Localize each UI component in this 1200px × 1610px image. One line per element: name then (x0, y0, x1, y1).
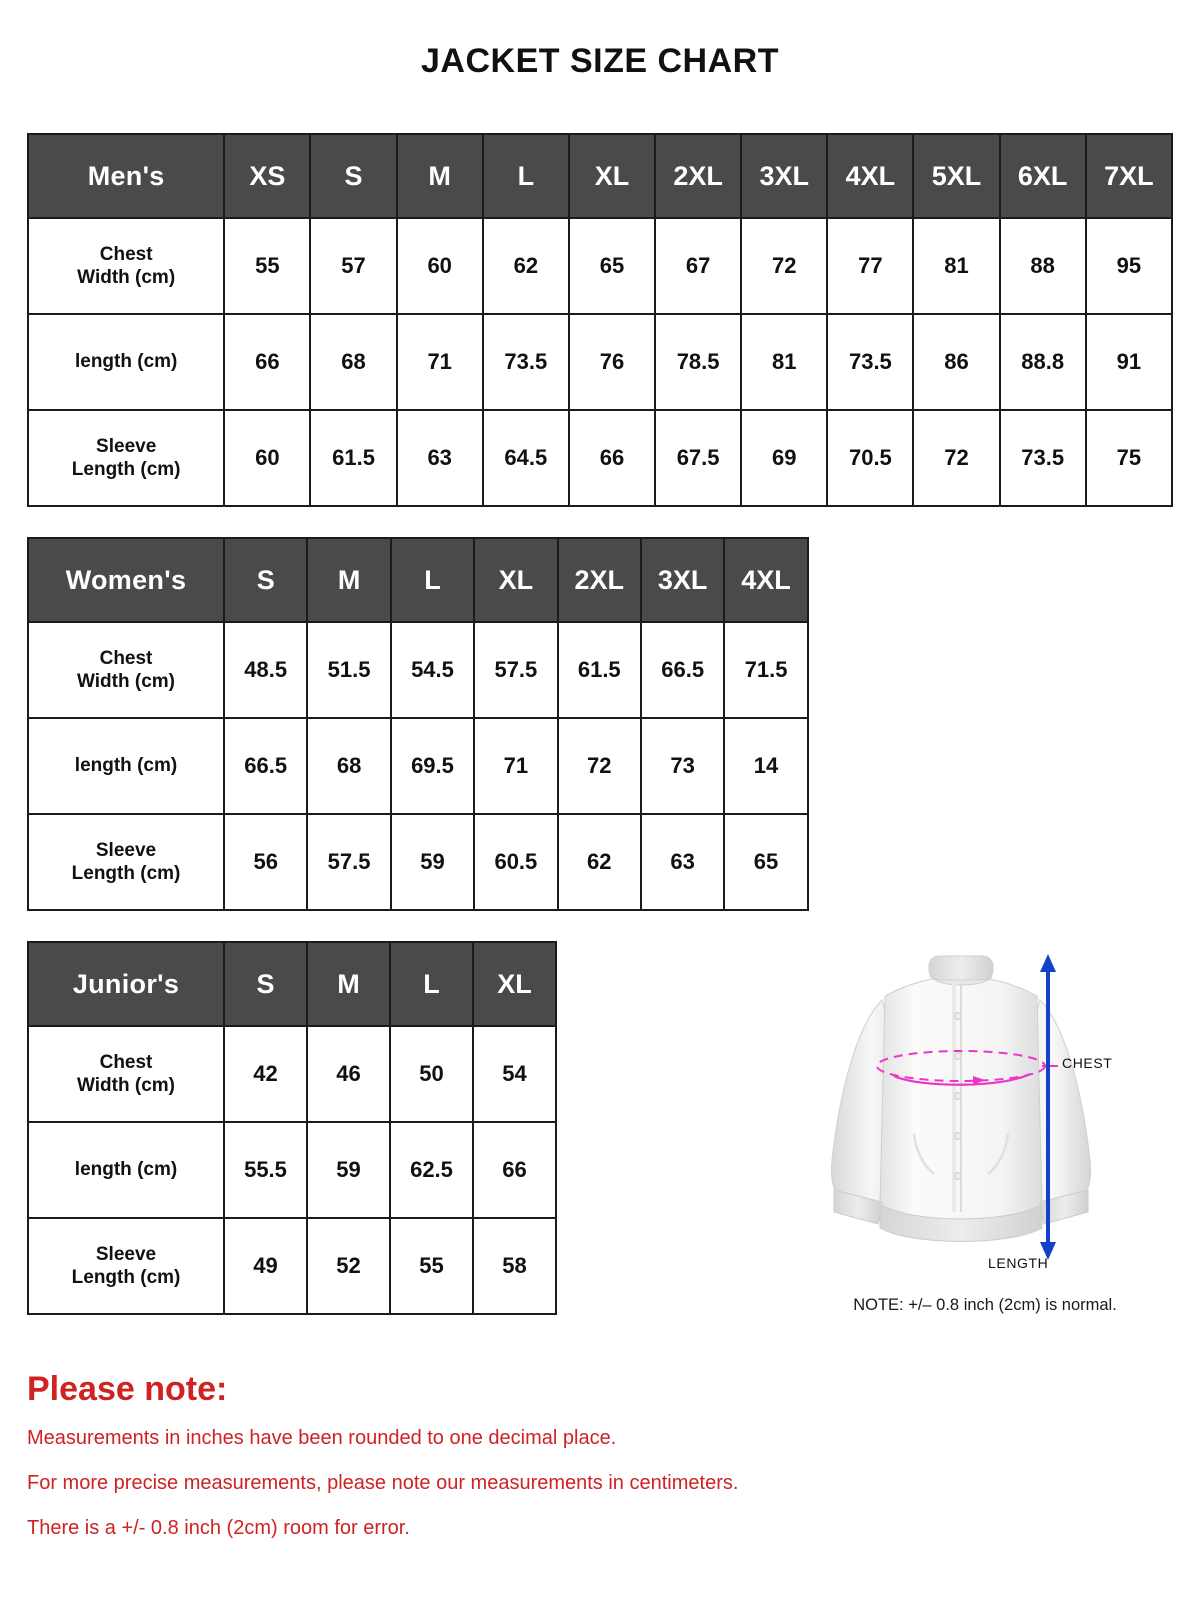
cell: 59 (307, 1122, 390, 1218)
table-row (28, 1218, 556, 1314)
row-label-sleeve-length (28, 814, 224, 910)
mens-size-m: M (397, 134, 483, 218)
cell: 73.5 (1000, 410, 1086, 506)
row-label-sleeve-length (28, 410, 224, 506)
cell: 57 (310, 218, 396, 314)
row-label-length (28, 1122, 224, 1218)
womens-size-table (27, 537, 809, 911)
cell: 55.5 (224, 1122, 307, 1218)
cell: 76 (569, 314, 655, 410)
cell: 49 (224, 1218, 307, 1314)
row-label-line1: length (cm) (74, 1159, 178, 1181)
table-row (28, 1122, 556, 1218)
mens-size-2xl: 2XL (655, 134, 741, 218)
cell: 62.5 (390, 1122, 473, 1218)
cell: 88 (1000, 218, 1086, 314)
cell: 70.5 (827, 410, 913, 506)
cell: 69.5 (391, 718, 474, 814)
cell: 67.5 (655, 410, 741, 506)
table-header-row (28, 538, 808, 622)
cell: 78.5 (655, 314, 741, 410)
cell: 66.5 (641, 622, 724, 718)
womens-size-xl: XL (474, 538, 557, 622)
jacket-measurement-diagram (790, 938, 1180, 1338)
table-row (28, 814, 808, 910)
row-label-line1: Chest (99, 647, 153, 669)
row-label-line2: Width (cm) (77, 1075, 175, 1096)
row-label-line1: length (cm) (74, 351, 178, 373)
womens-size-table-wrapper (27, 537, 809, 911)
womens-size-4xl: 4XL (724, 538, 807, 622)
cell: 75 (1086, 410, 1172, 506)
jacket-illustration-icon (790, 938, 1180, 1288)
womens-size-2xl: 2XL (558, 538, 641, 622)
mens-size-5xl: 5XL (913, 134, 999, 218)
juniors-size-m: M (307, 942, 390, 1026)
note-line-3: There is a +/- 0.8 inch (2cm) room for error. (27, 1517, 410, 1539)
note-line-1: Measurements in inches have been rounded to one decimal place. (27, 1427, 617, 1449)
cell: 55 (390, 1218, 473, 1314)
cell: 58 (473, 1218, 556, 1314)
cell: 61.5 (310, 410, 396, 506)
table-row (28, 1026, 556, 1122)
mens-size-4xl: 4XL (827, 134, 913, 218)
cell: 46 (307, 1026, 390, 1122)
table-row (28, 218, 1172, 314)
cell: 73 (641, 718, 724, 814)
row-label-length (28, 314, 224, 410)
table-row (28, 410, 1172, 506)
cell: 66 (224, 314, 310, 410)
cell: 62 (558, 814, 641, 910)
row-label-line1: Sleeve (95, 839, 157, 861)
cell: 65 (724, 814, 807, 910)
cell: 51.5 (307, 622, 390, 718)
cell: 63 (397, 410, 483, 506)
length-dimension-label: LENGTH (988, 1255, 1049, 1271)
cell: 61.5 (558, 622, 641, 718)
cell: 95 (1086, 218, 1172, 314)
cell: 54.5 (391, 622, 474, 718)
cell: 66.5 (224, 718, 307, 814)
cell: 65 (569, 218, 655, 314)
row-label-length (28, 718, 224, 814)
cell: 86 (913, 314, 999, 410)
cell: 42 (224, 1026, 307, 1122)
cell: 73.5 (483, 314, 569, 410)
mens-size-l: L (483, 134, 569, 218)
cell: 72 (741, 218, 827, 314)
mens-size-table-wrapper (27, 133, 1173, 507)
cell: 71.5 (724, 622, 807, 718)
chest-dimension-label: CHEST (1062, 1055, 1113, 1071)
mens-size-table (27, 133, 1173, 507)
table-row (28, 622, 808, 718)
table-header-row (28, 942, 556, 1026)
juniors-size-l: L (390, 942, 473, 1026)
page-title: JACKET SIZE CHART (421, 42, 779, 80)
cell: 62 (483, 218, 569, 314)
juniors-header-label: Junior's (28, 942, 224, 1026)
cell: 52 (307, 1218, 390, 1314)
cell: 57.5 (474, 622, 557, 718)
juniors-size-table-wrapper (27, 941, 557, 1315)
cell: 71 (474, 718, 557, 814)
juniors-size-xl: XL (473, 942, 556, 1026)
mens-header-label: Men's (28, 134, 224, 218)
cell: 63 (641, 814, 724, 910)
cell: 73.5 (827, 314, 913, 410)
row-label-line2: Length (cm) (71, 459, 181, 480)
cell: 60 (397, 218, 483, 314)
row-label-line1: Chest (99, 243, 153, 265)
row-label-line2: Length (cm) (71, 1267, 181, 1288)
note-line-2: For more precise measurements, please note our measurements in centimeters. (27, 1472, 739, 1494)
mens-size-6xl: 6XL (1000, 134, 1086, 218)
row-label-line2: Length (cm) (71, 863, 181, 884)
cell: 50 (390, 1026, 473, 1122)
footer-notes (27, 1370, 1127, 1562)
mens-size-3xl: 3XL (741, 134, 827, 218)
row-label-line2: Width (cm) (77, 671, 175, 692)
cell: 69 (741, 410, 827, 506)
cell: 67 (655, 218, 741, 314)
cell: 59 (391, 814, 474, 910)
cell: 57.5 (307, 814, 390, 910)
row-label-line1: Chest (99, 1051, 153, 1073)
womens-size-m: M (307, 538, 390, 622)
cell: 71 (397, 314, 483, 410)
cell: 66 (473, 1122, 556, 1218)
cell: 81 (913, 218, 999, 314)
row-label-line1: Sleeve (95, 1243, 157, 1265)
mens-size-s: S (310, 134, 396, 218)
cell: 55 (224, 218, 310, 314)
cell: 14 (724, 718, 807, 814)
cell: 72 (558, 718, 641, 814)
cell: 64.5 (483, 410, 569, 506)
womens-size-s: S (224, 538, 307, 622)
cell: 68 (310, 314, 396, 410)
row-label-line1: Sleeve (96, 435, 157, 457)
row-label-sleeve-length (28, 1218, 224, 1314)
womens-size-l: L (391, 538, 474, 622)
tolerance-note: NOTE: +/– 0.8 inch (2cm) is normal. (853, 1296, 1117, 1314)
cell: 91 (1086, 314, 1172, 410)
cell: 48.5 (224, 622, 307, 718)
cell: 66 (569, 410, 655, 506)
cell: 68 (307, 718, 390, 814)
juniors-size-s: S (224, 942, 307, 1026)
table-header-row (28, 134, 1172, 218)
womens-size-3xl: 3XL (641, 538, 724, 622)
mens-size-xs: XS (224, 134, 310, 218)
cell: 54 (473, 1026, 556, 1122)
juniors-size-table (27, 941, 557, 1315)
cell: 88.8 (1000, 314, 1086, 410)
cell: 72 (913, 410, 999, 506)
row-label-chest-width (28, 218, 224, 314)
row-label-chest-width (28, 1026, 224, 1122)
table-row (28, 314, 1172, 410)
cell: 60.5 (474, 814, 557, 910)
mens-size-xl: XL (569, 134, 655, 218)
cell: 77 (827, 218, 913, 314)
cell: 60 (224, 410, 310, 506)
row-label-line1: length (cm) (74, 755, 178, 777)
please-note-heading: Please note: (27, 1370, 228, 1408)
cell: 81 (741, 314, 827, 410)
womens-header-label: Women's (28, 538, 224, 622)
row-label-line2: Width (cm) (77, 267, 176, 288)
row-label-chest-width (28, 622, 224, 718)
cell: 56 (224, 814, 307, 910)
mens-size-7xl: 7XL (1086, 134, 1172, 218)
table-row (28, 718, 808, 814)
